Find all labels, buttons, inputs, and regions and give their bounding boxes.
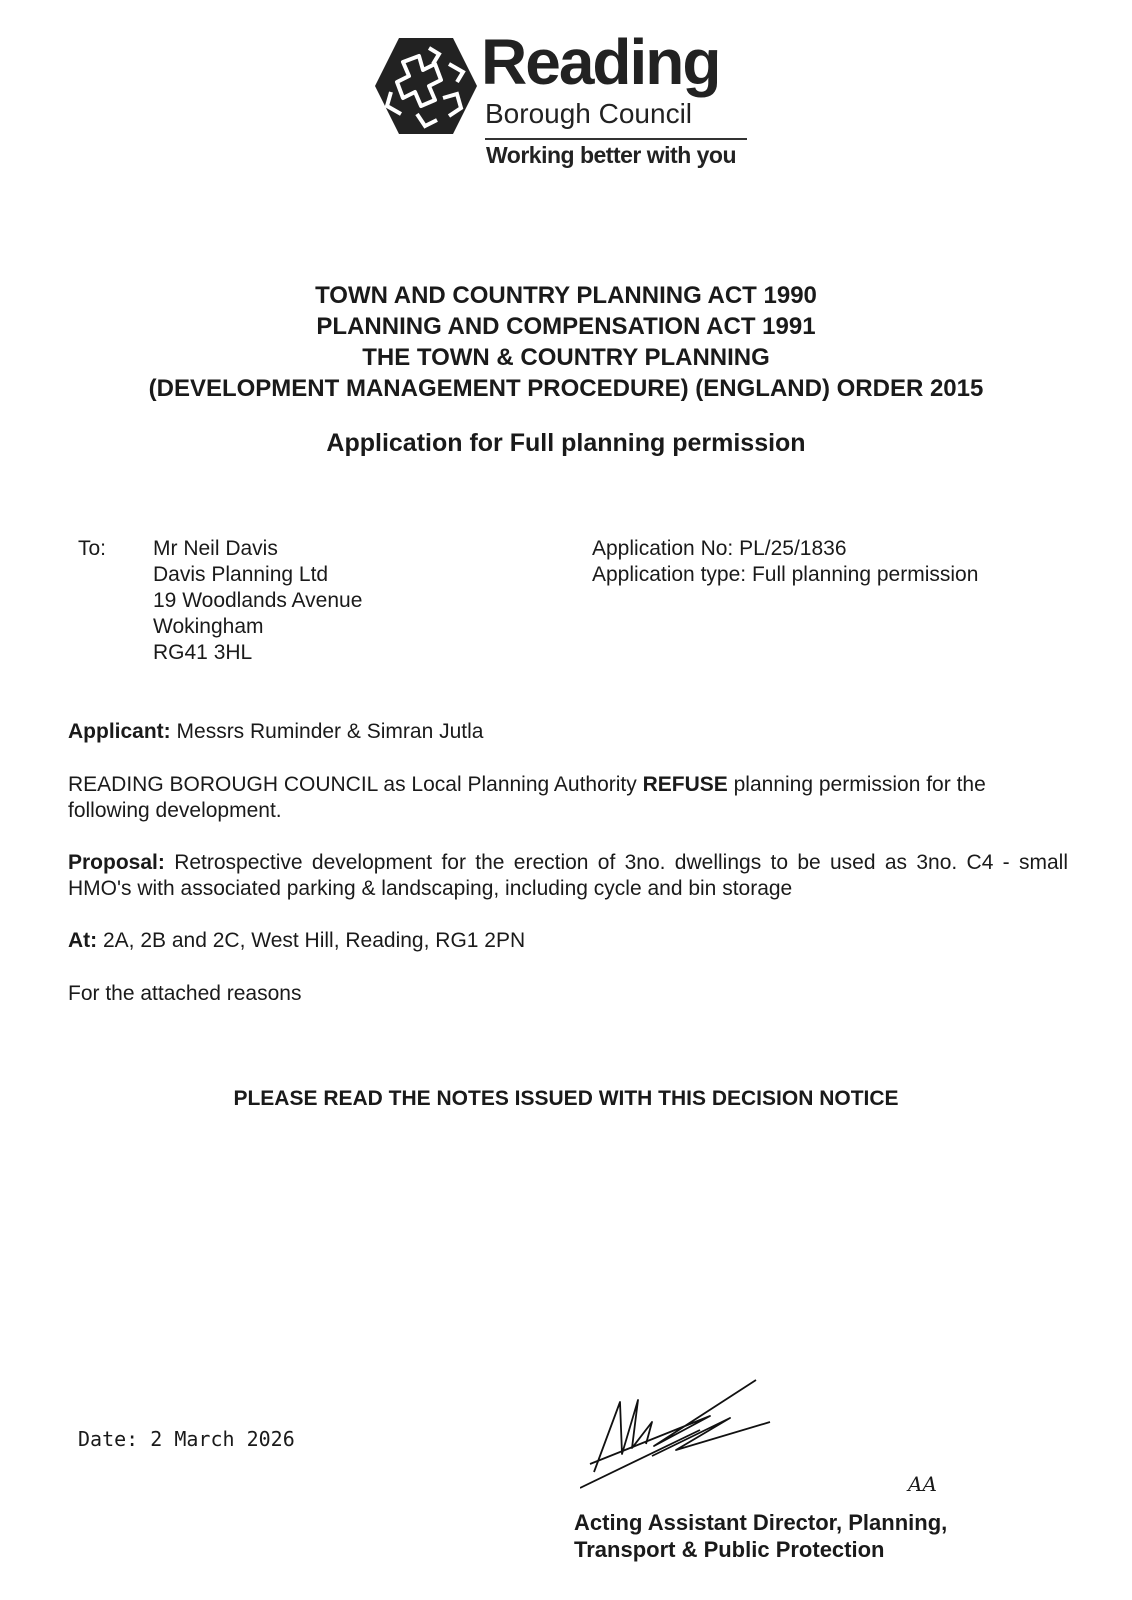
signatory-line: Transport & Public Protection [574,1537,885,1562]
site-label: At: [68,929,98,952]
application-number: PL/25/1836 [739,537,847,560]
address-line: Davis Planning Ltd [153,563,329,586]
site-address: 2A, 2B and 2C, West Hill, Reading, RG1 2PN [103,929,526,952]
signature-initials: AA [908,1472,937,1496]
decision-statement [68,772,1068,824]
signatory-title [574,1509,947,1563]
logo-wordmark: Reading [481,26,720,98]
application-info [592,536,978,588]
applicant-name: Messrs Ruminder & Simran Jutla [176,720,484,743]
decision-notice-warning: PLEASE READ THE NOTES ISSUED WITH THIS DECISION NOTICE [233,1087,899,1110]
signatory-line: Acting Assistant Director, Planning, [574,1510,948,1535]
applicant-label: Applicant: [68,720,171,743]
application-type-line [592,562,978,588]
address-line: RG41 3HL [153,641,253,664]
decision-text-before: READING BOROUGH COUNCIL as Local Planning Authority [68,773,643,796]
address-line: Wokingham [153,615,264,638]
act-line: TOWN AND COUNTRY PLANNING ACT 1990 [315,282,817,309]
application-number-label: Application No: [592,537,734,560]
to-label: To: [78,537,107,560]
application-type: Full planning permission [751,563,979,586]
address-line: 19 Woodlands Avenue [153,589,363,612]
reasons-line: For the attached reasons [68,982,302,1005]
decision-keyword: REFUSE [642,773,728,796]
proposal-paragraph [68,850,1068,902]
proposal-text: Retrospective development for the erection of 3no. dwellings to be used as 3no. C4 - small HMO's with associated parking & landscaping, including cycle and bin storage [68,851,1068,900]
address-line: Mr Neil Davis [153,537,278,560]
handwritten-signature [580,1372,800,1492]
act-line: PLANNING AND COMPENSATION ACT 1991 [316,313,816,340]
logo-subtitle: Borough Council [485,98,693,129]
application-title: Application for Full planning permission [326,429,806,457]
council-logo [373,26,763,176]
recipient-address [153,536,362,666]
proposal-label: Proposal: [68,851,165,874]
hexagon-jigsaw-icon [373,36,479,136]
applicant-line [68,719,1068,745]
application-type-label: Application type: [592,563,747,586]
act-line: THE TOWN & COUNTRY PLANNING [362,344,770,371]
site-line [68,928,1068,954]
application-number-line [592,536,978,562]
logo-tagline: Working better with you [486,142,737,168]
act-line: (DEVELOPMENT MANAGEMENT PROCEDURE) (ENGLAND) ORDER 2015 [148,375,984,402]
decision-text-after: planning permission for the following development. [68,773,986,822]
decision-date: Date: 2 March 2026 [78,1427,295,1451]
logo-divider [485,138,747,140]
legislation-heading [0,280,1132,404]
